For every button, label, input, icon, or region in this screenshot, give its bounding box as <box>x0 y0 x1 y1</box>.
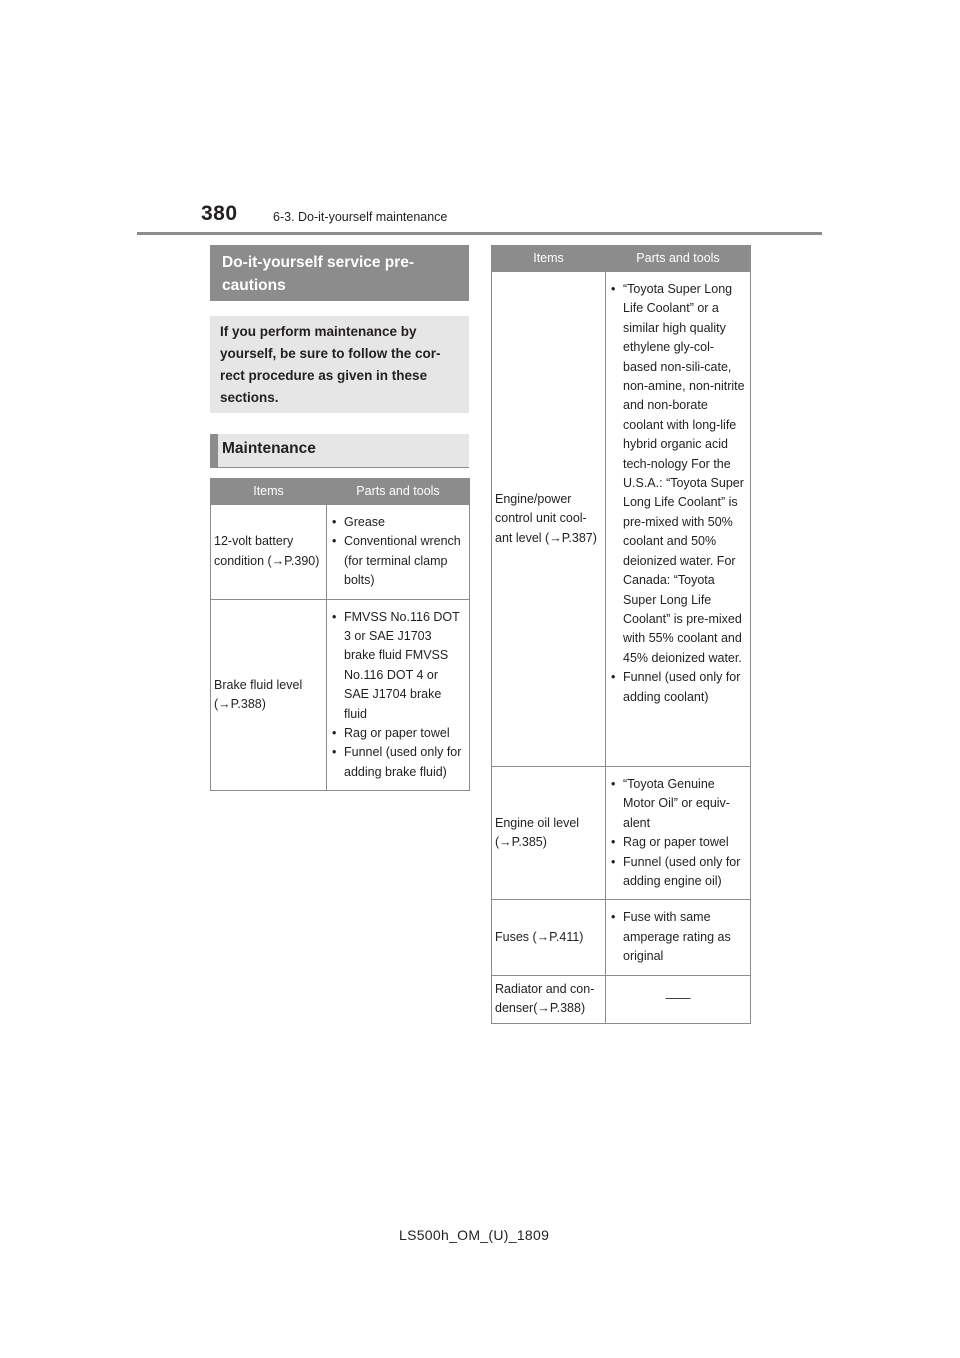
table-row <box>492 767 751 900</box>
maintenance-table-left <box>210 478 470 791</box>
item-cell: Engine oil level (→P.385) <box>492 767 606 900</box>
parts-cell <box>606 767 751 900</box>
items-header: Items <box>492 246 606 272</box>
table-row <box>492 900 751 975</box>
list-item: • Grease <box>330 513 465 532</box>
header-rule <box>137 232 822 235</box>
parts-cell-dash: —— <box>606 975 751 1023</box>
table-header-row <box>211 479 470 505</box>
list-item: • Funnel (used only for adding engine oil) <box>609 853 746 892</box>
maintenance-heading-text: Maintenance <box>222 440 316 457</box>
parts-header: Parts and tools <box>327 479 470 505</box>
list-item: • “Toyota Super Long Life Coolant” or a similar high quality ethylene gly-col-based non-sili-cate, non-amine, non-nitrite and non-borate coolant with long-life hybrid organic acid tech-nology For the U.S.A.: “Toyota Super Long Life Coolant” is pre-mixed with 50% coolant and 50% deionized water. For Canada: “Toyota Super Long Life Coolant” is pre-mixed with 55% coolant and 45% deionized water. <box>609 280 746 668</box>
precautions-heading-text: Do-it-yourself service pre-cautions <box>222 254 415 294</box>
precautions-heading <box>210 245 469 301</box>
table-row <box>492 975 751 1023</box>
table-row <box>211 599 470 791</box>
item-cell: 12-volt battery condition (→P.390) <box>211 505 327 600</box>
list-item: • Funnel (used only for adding coolant) <box>609 668 746 707</box>
items-header: Items <box>211 479 327 505</box>
list-item: • FMVSS No.116 DOT 3 or SAE J1703 brake fluid FMVSS No.116 DOT 4 or SAE J1704 brake fluid <box>330 608 465 724</box>
list-item: • Conventional wrench (for terminal clamp bolts) <box>330 532 465 590</box>
heading-bar <box>210 434 218 467</box>
parts-cell <box>327 599 470 791</box>
list-item: • Fuse with same amperage rating as original <box>609 908 746 966</box>
precautions-intro <box>210 316 469 413</box>
precautions-intro-text: If you perform maintenance by yourself, be sure to follow the cor-rect procedure as given in these sections. <box>220 324 441 405</box>
maintenance-table-right <box>491 245 751 1024</box>
page-number: 380 <box>201 202 238 225</box>
item-cell: Fuses (→P.411) <box>492 900 606 975</box>
footer-doc-code: LS500h_OM_(U)_1809 <box>399 1227 550 1243</box>
table-row <box>211 505 470 600</box>
section-title: 6-3. Do-it-yourself maintenance <box>273 210 448 224</box>
table-header-row <box>492 246 751 272</box>
item-cell: Brake fluid level (→P.388) <box>211 599 327 791</box>
list-item: • Rag or paper towel <box>330 724 465 743</box>
parts-cell <box>327 505 470 600</box>
parts-header: Parts and tools <box>606 246 751 272</box>
item-cell: Radiator and con-denser(→P.388) <box>492 975 606 1023</box>
parts-cell <box>606 900 751 975</box>
item-cell: Engine/power control unit cool-ant level (→P.387) <box>492 272 606 767</box>
table-row <box>492 272 751 767</box>
list-item: • Rag or paper towel <box>609 833 746 852</box>
maintenance-heading <box>210 434 469 468</box>
list-item: • Funnel (used only for adding brake fluid) <box>330 743 465 782</box>
list-item: • “Toyota Genuine Motor Oil” or equiv-alent <box>609 775 746 833</box>
parts-cell <box>606 272 751 767</box>
